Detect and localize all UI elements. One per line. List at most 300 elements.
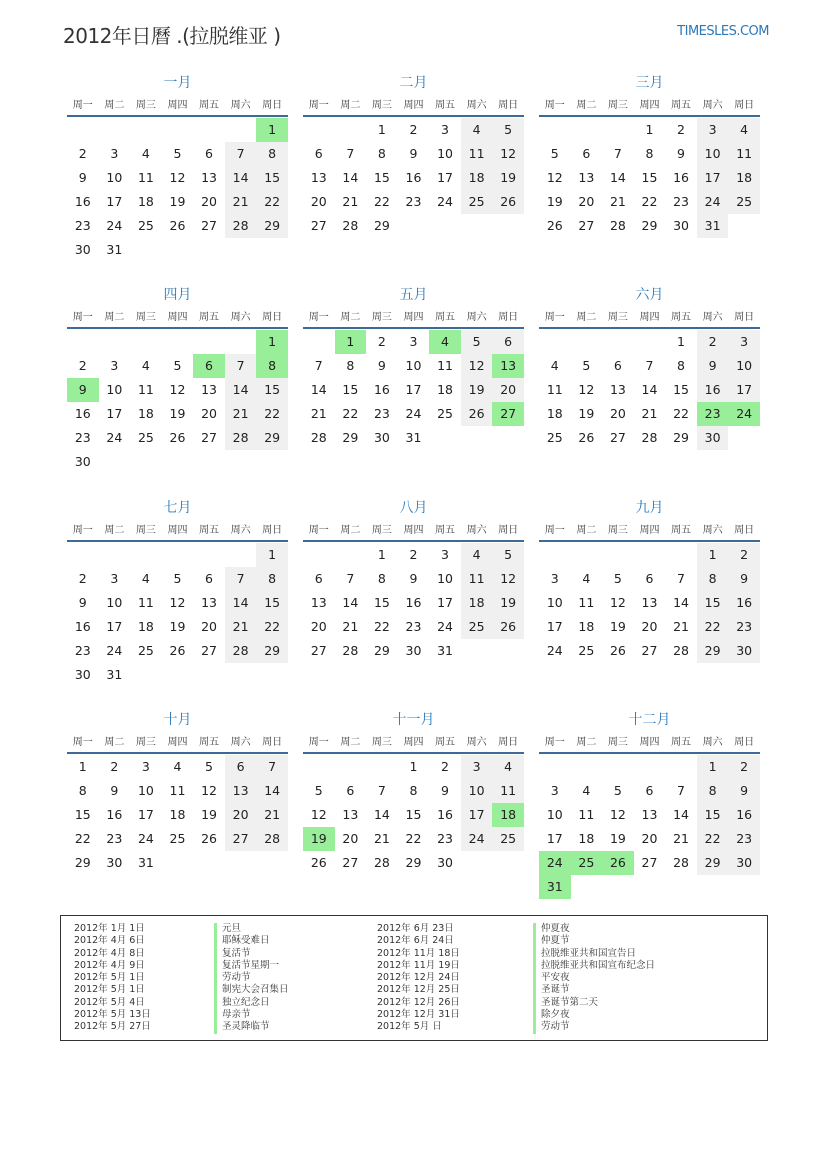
- month-name: 七月: [163, 500, 192, 516]
- day-cell: 28: [641, 430, 658, 445]
- day-cell: 8: [346, 358, 355, 373]
- day-cell: 21: [225, 402, 257, 426]
- day-cell: 29: [256, 639, 288, 663]
- weekday-label: 周三: [371, 737, 392, 748]
- weekday-label: 周六: [702, 737, 723, 748]
- weekday-header: [67, 732, 288, 754]
- empty-cell: [303, 118, 335, 142]
- empty-cell: [99, 543, 131, 567]
- day-cell: 23: [373, 406, 390, 421]
- weekday-label: 周二: [576, 737, 597, 748]
- day-cell: 28: [225, 214, 257, 238]
- weekday-label: 周六: [230, 312, 251, 323]
- day-cell: 19: [609, 831, 626, 846]
- holiday-day-cell: 23: [697, 402, 729, 426]
- day-cell: 3: [461, 755, 493, 779]
- day-cell: 28: [673, 855, 689, 870]
- day-cell: 22: [373, 619, 390, 634]
- day-cell: 10: [697, 142, 729, 166]
- legend-date: 2012年 1月 1日: [74, 923, 145, 934]
- weekday-label: 周日: [498, 737, 519, 748]
- day-cell: 25: [437, 406, 453, 421]
- holiday-day-cell: 4: [429, 330, 461, 354]
- weekday-header: [303, 95, 524, 117]
- day-cell: 22: [697, 615, 729, 639]
- day-cell: 31: [437, 643, 453, 658]
- day-cell: 28: [310, 430, 327, 445]
- day-cell: 1: [697, 755, 729, 779]
- day-cell: 6: [314, 146, 323, 161]
- weekday-label: 周二: [340, 525, 361, 536]
- day-cell: 28: [673, 643, 689, 658]
- empty-cell: [193, 330, 225, 354]
- empty-cell: [162, 330, 194, 354]
- weekday-label: 周五: [199, 312, 220, 323]
- day-cell: 17: [437, 595, 453, 610]
- day-cell: 10: [461, 779, 493, 803]
- day-cell: 19: [169, 619, 186, 634]
- day-cell: 17: [405, 382, 422, 397]
- day-cell: 5: [173, 146, 182, 161]
- empty-cell: [665, 755, 697, 779]
- day-cell: 2: [78, 571, 87, 586]
- day-cell: 8: [697, 779, 729, 803]
- day-cell: 14: [373, 807, 390, 822]
- day-cell: 27: [342, 855, 359, 870]
- weekday-header: [539, 307, 760, 329]
- legend-date: 2012年 5月 4日: [74, 996, 145, 1008]
- legend-date: 2012年 11月 19日: [377, 959, 460, 971]
- day-cell: 10: [546, 595, 563, 610]
- day-cell: 27: [609, 430, 626, 445]
- day-cell: 9: [677, 146, 685, 161]
- day-cell: 25: [546, 430, 563, 445]
- day-cell: 20: [225, 803, 257, 827]
- empty-cell: [366, 755, 398, 779]
- empty-cell: [162, 543, 194, 567]
- day-cell: 11: [461, 142, 493, 166]
- month-name: 二月: [399, 75, 428, 91]
- legend-date: 2012年 12月 31日: [377, 1009, 460, 1021]
- day-cell: 25: [137, 218, 154, 233]
- day-cell: 24: [461, 827, 493, 851]
- empty-cell: [162, 118, 194, 142]
- weekday-label: 周五: [671, 312, 692, 323]
- day-cell: 24: [405, 406, 422, 421]
- day-cell: 10: [546, 807, 563, 822]
- day-cell: 27: [201, 430, 217, 445]
- weekday-label: 周五: [671, 737, 692, 748]
- legend-date: 2012年 11月 18日: [377, 947, 460, 959]
- weekday-label: 周六: [702, 312, 723, 323]
- day-cell: 11: [578, 595, 595, 610]
- weekday-label: 周五: [435, 312, 456, 323]
- day-cell: 15: [673, 382, 689, 397]
- day-cell: 22: [673, 406, 689, 421]
- day-cell: 15: [697, 803, 729, 827]
- day-cell: 3: [409, 334, 418, 349]
- day-cell: 22: [256, 190, 288, 214]
- day-cell: 2: [728, 755, 760, 779]
- day-cell: 16: [74, 619, 91, 634]
- day-cell: 10: [106, 382, 123, 397]
- empty-cell: [602, 118, 634, 142]
- day-cell: 16: [106, 807, 123, 822]
- day-cell: 22: [74, 831, 91, 846]
- empty-cell: [571, 118, 603, 142]
- day-cell: 13: [609, 382, 626, 397]
- empty-cell: [335, 755, 367, 779]
- day-cell: 4: [173, 759, 182, 774]
- day-cell: 28: [342, 218, 359, 233]
- weekday-label: 周二: [576, 100, 597, 111]
- holiday-day-cell: 31: [539, 875, 571, 899]
- day-cell: 6: [225, 755, 257, 779]
- day-cell: 20: [201, 619, 217, 634]
- day-cell: 24: [106, 218, 123, 233]
- weekday-label: 周四: [403, 737, 424, 748]
- day-cell: 26: [169, 218, 186, 233]
- day-cell: 12: [461, 354, 493, 378]
- day-grid: [67, 542, 288, 687]
- day-cell: 20: [641, 619, 658, 634]
- day-cell: 6: [205, 146, 213, 161]
- month-name: 六月: [635, 287, 664, 303]
- day-cell: 16: [728, 803, 760, 827]
- day-cell: 28: [609, 218, 626, 233]
- day-cell: 18: [169, 807, 186, 822]
- day-grid: [67, 329, 288, 474]
- day-cell: 26: [578, 430, 595, 445]
- day-cell: 7: [377, 783, 386, 798]
- legend-date: 2012年 4月 6日: [74, 935, 145, 947]
- day-cell: 4: [550, 358, 559, 373]
- empty-cell: [225, 330, 257, 354]
- weekday-label: 周一: [544, 312, 565, 323]
- day-grid: [539, 329, 760, 450]
- day-cell: 7: [346, 146, 355, 161]
- day-cell: 1: [409, 759, 418, 774]
- day-cell: 21: [342, 619, 359, 634]
- day-cell: 17: [437, 170, 453, 185]
- day-cell: 26: [609, 643, 626, 658]
- month-name: 八月: [399, 500, 428, 516]
- day-cell: 12: [169, 170, 186, 185]
- day-cell: 22: [405, 831, 422, 846]
- day-cell: 17: [546, 619, 563, 634]
- day-grid: [303, 542, 524, 663]
- day-cell: 12: [578, 382, 595, 397]
- holiday-day-cell: 18: [492, 803, 524, 827]
- day-cell: 19: [461, 378, 493, 402]
- day-cell: 7: [677, 571, 685, 586]
- day-cell: 28: [225, 426, 257, 450]
- day-cell: 29: [256, 426, 288, 450]
- weekday-label: 周六: [702, 100, 723, 111]
- weekday-label: 周六: [230, 737, 251, 748]
- holiday-legend: [60, 915, 768, 1041]
- day-cell: 17: [106, 619, 123, 634]
- day-cell: 15: [256, 166, 288, 190]
- legend-holiday-name: 仲夏夜: [533, 923, 655, 935]
- day-cell: 4: [582, 783, 591, 798]
- day-cell: 6: [613, 358, 622, 373]
- day-cell: 10: [137, 783, 154, 798]
- legend-date: 2012年 6月 24日: [377, 935, 454, 947]
- day-cell: 3: [550, 571, 559, 586]
- day-cell: 21: [342, 194, 359, 209]
- day-cell: 8: [256, 567, 288, 591]
- day-cell: 29: [74, 855, 91, 870]
- day-cell: 20: [342, 831, 359, 846]
- day-cell: 4: [582, 571, 591, 586]
- weekday-label: 周四: [639, 100, 660, 111]
- day-cell: 18: [461, 591, 493, 615]
- empty-cell: [571, 330, 603, 354]
- day-cell: 3: [697, 118, 729, 142]
- legend-date: 2012年 12月 24日: [377, 972, 460, 984]
- day-cell: 11: [578, 807, 595, 822]
- day-cell: 30: [74, 242, 91, 257]
- day-cell: 6: [346, 783, 355, 798]
- day-cell: 10: [106, 170, 123, 185]
- month-name: 五月: [399, 287, 428, 303]
- day-cell: 29: [673, 430, 689, 445]
- day-cell: 27: [578, 218, 595, 233]
- day-cell: 11: [169, 783, 186, 798]
- day-cell: 20: [201, 194, 217, 209]
- day-cell: 15: [405, 807, 422, 822]
- day-cell: 4: [461, 118, 493, 142]
- day-cell: 7: [225, 354, 257, 378]
- weekday-label: 周一: [308, 312, 329, 323]
- day-cell: 12: [609, 595, 626, 610]
- day-cell: 11: [437, 358, 453, 373]
- empty-cell: [225, 543, 257, 567]
- month-block: [67, 283, 288, 474]
- legend-date: 2012年 6月 23日: [377, 923, 454, 934]
- empty-cell: [539, 543, 571, 567]
- legend-left-names: [214, 923, 289, 1034]
- empty-cell: [303, 543, 335, 567]
- holiday-day-cell: 8: [256, 354, 288, 378]
- day-cell: 2: [728, 543, 760, 567]
- weekday-label: 周六: [702, 525, 723, 536]
- day-cell: 17: [137, 807, 154, 822]
- empty-cell: [602, 543, 634, 567]
- weekday-label: 周二: [104, 100, 125, 111]
- weekday-label: 周六: [466, 737, 487, 748]
- day-cell: 19: [169, 406, 186, 421]
- day-cell: 1: [697, 543, 729, 567]
- day-cell: 28: [373, 855, 390, 870]
- day-cell: 23: [74, 430, 91, 445]
- weekday-label: 周日: [262, 312, 283, 323]
- day-cell: 23: [728, 827, 760, 851]
- day-grid: [539, 754, 760, 899]
- weekday-label: 周一: [308, 100, 329, 111]
- day-cell: 30: [728, 639, 760, 663]
- weekday-label: 周一: [544, 737, 565, 748]
- brand-logo[interactable]: TIMESLES.COM: [677, 24, 769, 39]
- day-cell: 24: [137, 831, 154, 846]
- day-cell: 16: [405, 595, 422, 610]
- day-cell: 4: [141, 358, 150, 373]
- weekday-label: 周二: [104, 312, 125, 323]
- day-cell: 14: [673, 595, 689, 610]
- day-cell: 26: [546, 218, 563, 233]
- day-cell: 27: [201, 643, 217, 658]
- legend-holiday-name: 独立纪念日: [214, 997, 289, 1009]
- day-cell: 1: [377, 547, 386, 562]
- day-cell: 6: [582, 146, 591, 161]
- weekday-label: 周二: [104, 737, 125, 748]
- day-cell: 10: [728, 354, 760, 378]
- legend-holiday-name: 劳动节: [214, 972, 289, 984]
- day-cell: 31: [106, 242, 123, 257]
- day-cell: 15: [342, 382, 359, 397]
- day-cell: 7: [225, 142, 257, 166]
- day-cell: 14: [609, 170, 626, 185]
- day-cell: 20: [578, 194, 595, 209]
- empty-cell: [193, 543, 225, 567]
- day-cell: 11: [137, 382, 154, 397]
- legend-holiday-name: 除夕夜: [533, 1009, 655, 1021]
- day-cell: 17: [697, 166, 729, 190]
- weekday-label: 周一: [72, 100, 93, 111]
- day-cell: 29: [405, 855, 422, 870]
- month-block: [67, 71, 288, 262]
- weekday-label: 周日: [262, 525, 283, 536]
- day-grid: [303, 117, 524, 238]
- day-cell: 18: [578, 619, 595, 634]
- day-cell: 10: [405, 358, 422, 373]
- day-cell: 19: [492, 591, 524, 615]
- day-cell: 3: [441, 122, 449, 137]
- weekday-label: 周日: [498, 525, 519, 536]
- day-cell: 16: [373, 382, 390, 397]
- day-cell: 12: [201, 783, 217, 798]
- weekday-label: 周日: [734, 100, 755, 111]
- day-cell: 31: [137, 855, 154, 870]
- holiday-day-cell: 13: [492, 354, 524, 378]
- day-cell: 29: [256, 214, 288, 238]
- day-cell: 14: [310, 382, 327, 397]
- empty-cell: [67, 543, 99, 567]
- legend-holiday-name: 圣诞节: [533, 984, 655, 996]
- month-name: 十二月: [628, 712, 671, 728]
- month-name: 三月: [635, 75, 664, 91]
- day-cell: 28: [342, 643, 359, 658]
- day-cell: 30: [106, 855, 123, 870]
- weekday-label: 周二: [576, 312, 597, 323]
- day-cell: 12: [492, 567, 524, 591]
- day-grid: [67, 754, 288, 875]
- month-name: 十月: [163, 712, 192, 728]
- weekday-label: 周日: [734, 312, 755, 323]
- holiday-day-cell: 24: [539, 851, 571, 875]
- day-cell: 17: [728, 378, 760, 402]
- weekday-label: 周一: [544, 100, 565, 111]
- weekday-label: 周三: [371, 525, 392, 536]
- weekday-header: [303, 307, 524, 329]
- weekday-label: 周六: [466, 312, 487, 323]
- day-grid: [67, 117, 288, 262]
- day-cell: 12: [546, 170, 563, 185]
- weekday-label: 周四: [403, 312, 424, 323]
- day-cell: 9: [441, 783, 449, 798]
- day-cell: 13: [201, 170, 217, 185]
- day-cell: 22: [641, 194, 658, 209]
- month-name: 一月: [163, 75, 192, 91]
- day-cell: 5: [550, 146, 559, 161]
- weekday-label: 周四: [167, 312, 188, 323]
- day-cell: 3: [110, 146, 119, 161]
- day-cell: 3: [110, 571, 119, 586]
- day-cell: 13: [310, 595, 327, 610]
- month-block: [303, 283, 524, 450]
- weekday-label: 周四: [167, 525, 188, 536]
- legend-holiday-name: 元旦: [214, 923, 289, 935]
- legend-holiday-name: 复活节星期一: [214, 960, 289, 972]
- weekday-label: 周五: [671, 100, 692, 111]
- day-cell: 15: [373, 170, 390, 185]
- weekday-label: 周一: [72, 737, 93, 748]
- day-cell: 12: [310, 807, 327, 822]
- day-cell: 8: [645, 146, 654, 161]
- day-cell: 29: [641, 218, 658, 233]
- weekday-label: 周三: [607, 100, 628, 111]
- day-cell: 26: [310, 855, 327, 870]
- day-cell: 21: [225, 615, 257, 639]
- day-cell: 7: [225, 567, 257, 591]
- weekday-label: 周四: [403, 100, 424, 111]
- day-cell: 27: [201, 218, 217, 233]
- legend-date: 2012年 5月 日: [377, 1021, 442, 1033]
- day-cell: 5: [613, 571, 622, 586]
- legend-holiday-name: 拉脱维亚共和国宣告日: [533, 948, 655, 960]
- weekday-label: 周一: [308, 737, 329, 748]
- day-cell: 31: [106, 667, 123, 682]
- day-cell: 7: [677, 783, 685, 798]
- legend-right-names: [533, 923, 655, 1034]
- day-cell: 25: [492, 827, 524, 851]
- empty-cell: [571, 543, 603, 567]
- day-cell: 9: [78, 170, 87, 185]
- weekday-label: 周日: [734, 737, 755, 748]
- empty-cell: [634, 543, 666, 567]
- day-cell: 8: [377, 571, 386, 586]
- day-cell: 16: [697, 378, 729, 402]
- weekday-label: 周二: [104, 525, 125, 536]
- day-cell: 10: [437, 571, 453, 586]
- day-cell: 30: [673, 218, 689, 233]
- day-cell: 14: [342, 170, 359, 185]
- month-name: 九月: [635, 500, 664, 516]
- day-cell: 11: [728, 142, 760, 166]
- empty-cell: [335, 543, 367, 567]
- day-cell: 3: [110, 358, 119, 373]
- day-cell: 30: [74, 667, 91, 682]
- page-title: 2012年日曆 .(拉脱维亚 ): [63, 24, 281, 48]
- weekday-header: [539, 520, 760, 542]
- weekday-label: 周二: [340, 100, 361, 111]
- holiday-day-cell: 1: [256, 330, 288, 354]
- day-cell: 2: [110, 759, 119, 774]
- day-cell: 18: [437, 382, 453, 397]
- weekday-header: [303, 732, 524, 754]
- legend-holiday-name: 劳动节: [533, 1021, 655, 1033]
